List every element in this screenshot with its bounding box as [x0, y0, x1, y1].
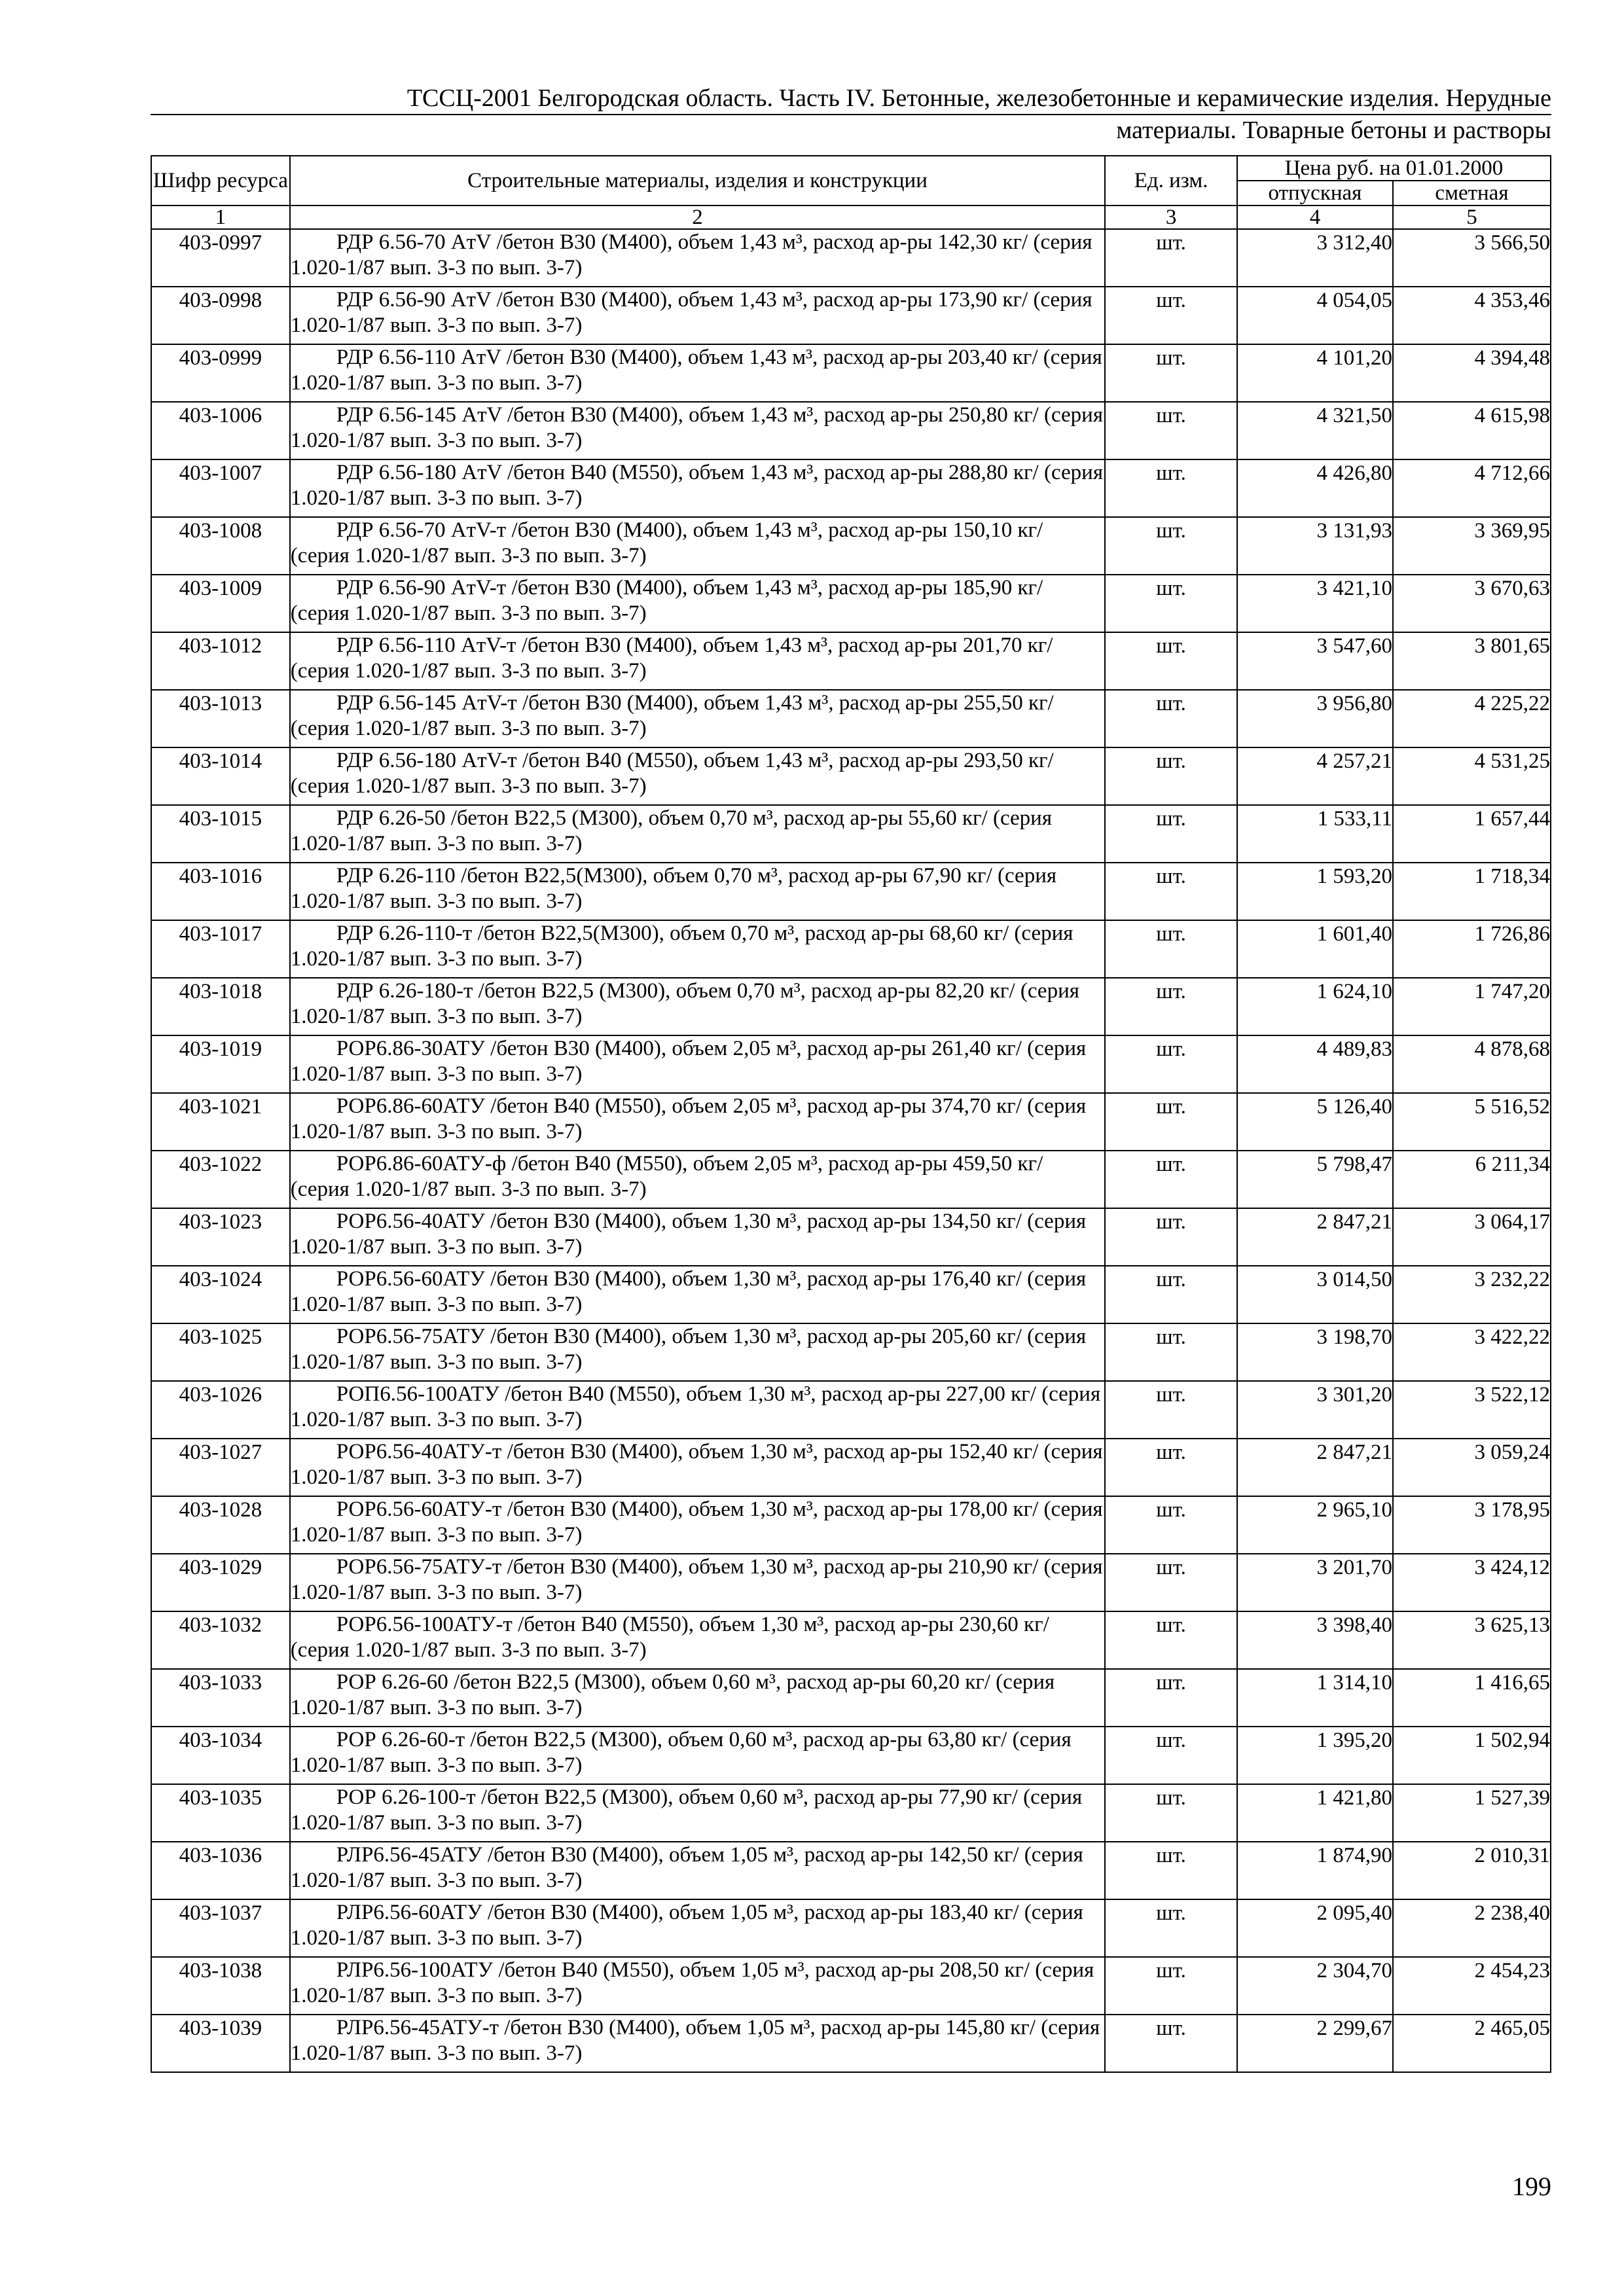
cell-unit: шт. [1105, 402, 1237, 459]
cell-unit: шт. [1105, 1151, 1237, 1208]
cell-unit: шт. [1105, 747, 1237, 805]
table-row [151, 1266, 1551, 1323]
cell-price-estimate: 4 225,22 [1393, 690, 1551, 747]
description-text: РОР6.56-60АТУ-т /бетон В30 (М400), объем 1,30 м³, расход ар-ры 178,00 кг/ (серия 1.020-1/87 вып. 3-3 по вып. 3-7) [290, 1498, 1103, 1547]
cell-description [290, 1035, 1105, 1093]
cell-description [290, 747, 1105, 805]
table-row [151, 517, 1551, 575]
cell-description [290, 1151, 1105, 1208]
cell-code: 403-1034 [151, 1727, 290, 1784]
table-row [151, 863, 1551, 920]
cell-unit: шт. [1105, 229, 1237, 287]
description-text: РОР 6.26-100-т /бетон В22,5 (М300), объем 0,60 м³, расход ар-ры 77,90 кг/ (серия 1.020-1/87 вып. 3-3 по вып. 3-7) [290, 1785, 1083, 1835]
table-row [151, 1323, 1551, 1381]
cell-code: 403-1026 [151, 1381, 290, 1439]
page-number: 199 [1512, 2172, 1551, 2201]
cell-description [290, 920, 1105, 978]
col-header-price-group: Цена руб. на 01.01.2000 [1237, 156, 1551, 181]
cell-price-estimate: 3 369,95 [1393, 517, 1551, 575]
cell-unit: шт. [1105, 287, 1237, 344]
cell-unit: шт. [1105, 1842, 1237, 1899]
table-body [151, 229, 1551, 2072]
column-number: 3 [1105, 206, 1237, 229]
description-text: РДР 6.56-180 AтV-т /бетон В40 (М550), объем 1,43 м³, расход ар-ры 293,50 кг/ (серия 1.020-1/87 вып. 3-3 по вып. 3-7) [290, 749, 1054, 798]
cell-unit: шт. [1105, 805, 1237, 863]
description-text: РДР 6.56-90 AтV /бетон В30 (М400), объем 1,43 м³, расход ар-ры 173,90 кг/ (серия 1.020-1/87 вып. 3-3 по вып. 3-7) [290, 288, 1092, 337]
cell-description [290, 1554, 1105, 1611]
cell-price-release: 2 299,67 [1237, 2015, 1393, 2072]
cell-price-release: 1 533,11 [1237, 805, 1393, 863]
cell-code: 403-1013 [151, 690, 290, 747]
cell-price-release: 4 054,05 [1237, 287, 1393, 344]
cell-price-release: 4 489,83 [1237, 1035, 1393, 1093]
description-text: РДР 6.26-110-т /бетон В22,5(М300), объем 0,70 м³, расход ар-ры 68,60 кг/ (серия 1.020-1/87 вып. 3-3 по вып. 3-7) [290, 922, 1074, 971]
description-text: РЛР6.56-60АТУ /бетон В30 (М400), объем 1,05 м³, расход ар-ры 183,40 кг/ (серия 1.020-1/87 вып. 3-3 по вып. 3-7) [290, 1901, 1083, 1950]
cell-unit: шт. [1105, 1669, 1237, 1727]
table-row [151, 1093, 1551, 1151]
table-row [151, 1151, 1551, 1208]
description-text: РОР 6.26-60-т /бетон В22,5 (М300), объем 0,60 м³, расход ар-ры 63,80 кг/ (серия 1.020-1/87 вып. 3-3 по вып. 3-7) [290, 1728, 1072, 1777]
cell-description [290, 1784, 1105, 1842]
cell-code: 403-1009 [151, 575, 290, 632]
cell-description [290, 978, 1105, 1035]
cell-code: 403-1023 [151, 1208, 290, 1266]
table-row [151, 920, 1551, 978]
cell-unit: шт. [1105, 1035, 1237, 1093]
cell-code: 403-1007 [151, 459, 290, 517]
cell-unit: шт. [1105, 1208, 1237, 1266]
cell-code: 403-1008 [151, 517, 290, 575]
cell-description [290, 632, 1105, 690]
cell-description [290, 517, 1105, 575]
cell-unit: шт. [1105, 863, 1237, 920]
cell-price-release: 4 321,50 [1237, 402, 1393, 459]
col-header-description: Строительные материалы, изделия и конструкции [290, 156, 1105, 206]
cell-code: 403-1016 [151, 863, 290, 920]
cell-price-release: 3 201,70 [1237, 1554, 1393, 1611]
cell-description [290, 1266, 1105, 1323]
table-row [151, 402, 1551, 459]
cell-description [290, 1496, 1105, 1554]
cell-code: 403-1029 [151, 1554, 290, 1611]
cell-price-release: 3 312,40 [1237, 229, 1393, 287]
table-row [151, 1381, 1551, 1439]
description-text: РОП6.56-100АТУ /бетон В40 (М550), объем 1,30 м³, расход ар-ры 227,00 кг/ (серия 1.020-1/87 вып. 3-3 по вып. 3-7) [290, 1382, 1101, 1431]
cell-description [290, 1842, 1105, 1899]
cell-unit: шт. [1105, 575, 1237, 632]
table-row [151, 287, 1551, 344]
cell-code: 403-1014 [151, 747, 290, 805]
cell-price-release: 3 956,80 [1237, 690, 1393, 747]
cell-price-release: 2 847,21 [1237, 1439, 1393, 1496]
table-row [151, 690, 1551, 747]
cell-description [290, 2015, 1105, 2072]
cell-price-estimate: 3 801,65 [1393, 632, 1551, 690]
description-text: РДР 6.26-110 /бетон В22,5(М300), объем 0,70 м³, расход ар-ры 67,90 кг/ (серия 1.020-1/87 вып. 3-3 по вып. 3-7) [290, 864, 1057, 913]
cell-price-estimate: 2 010,31 [1393, 1842, 1551, 1899]
table-row [151, 632, 1551, 690]
cell-price-estimate: 1 657,44 [1393, 805, 1551, 863]
cell-description [290, 1439, 1105, 1496]
cell-price-estimate: 4 615,98 [1393, 402, 1551, 459]
column-number: 5 [1393, 206, 1551, 229]
description-text: РДР 6.26-50 /бетон В22,5 (М300), объем 0,70 м³, расход ар-ры 55,60 кг/ (серия 1.020-1/87 вып. 3-3 по вып. 3-7) [290, 806, 1053, 855]
table-row [151, 747, 1551, 805]
cell-code: 403-1028 [151, 1496, 290, 1554]
header-title-line1: ТССЦ-2001 Белгородская область. Часть IV. Бетонные, железобетонные и керамические изделия. Нерудные [151, 83, 1551, 115]
header-title-line2: материалы. Товарные бетоны и растворы [1116, 117, 1551, 144]
description-text: РДР 6.56-70 AтV-т /бетон В30 (М400), объем 1,43 м³, расход ар-ры 150,10 кг/ (серия 1.020-1/87 вып. 3-3 по вып. 3-7) [290, 518, 1043, 567]
cell-description [290, 805, 1105, 863]
cell-code: 403-1037 [151, 1899, 290, 1957]
cell-unit: шт. [1105, 1266, 1237, 1323]
cell-price-estimate: 3 422,22 [1393, 1323, 1551, 1381]
description-text: РОР6.56-40АТУ-т /бетон В30 (М400), объем 1,30 м³, расход ар-ры 152,40 кг/ (серия 1.020-1/87 вып. 3-3 по вып. 3-7) [290, 1440, 1103, 1489]
description-text: РДР 6.56-90 AтV-т /бетон В30 (М400), объем 1,43 м³, расход ар-ры 185,90 кг/ (серия 1.020-1/87 вып. 3-3 по вып. 3-7) [290, 576, 1043, 625]
description-text: РДР 6.56-110 AтV /бетон В30 (М400), объем 1,43 м³, расход ар-ры 203,40 кг/ (серия 1.020-1/87 вып. 3-3 по вып. 3-7) [290, 346, 1102, 395]
cell-unit: шт. [1105, 632, 1237, 690]
col-header-unit: Ед. изм. [1105, 156, 1237, 206]
cell-description [290, 1381, 1105, 1439]
cell-price-release: 1 601,40 [1237, 920, 1393, 978]
column-number: 1 [151, 206, 290, 229]
cell-price-estimate: 1 718,34 [1393, 863, 1551, 920]
cell-description [290, 1208, 1105, 1266]
cell-description [290, 1669, 1105, 1727]
cell-code: 403-1017 [151, 920, 290, 978]
cell-unit: шт. [1105, 459, 1237, 517]
description-text: РДР 6.56-70 AтV /бетон В30 (М400), объем 1,43 м³, расход ар-ры 142,30 кг/ (серия 1.020-1/87 вып. 3-3 по вып. 3-7) [290, 230, 1092, 279]
cell-description [290, 690, 1105, 747]
cell-price-release: 5 126,40 [1237, 1093, 1393, 1151]
cell-description [290, 1093, 1105, 1151]
cell-code: 403-0997 [151, 229, 290, 287]
cell-description [290, 402, 1105, 459]
cell-price-release: 3 547,60 [1237, 632, 1393, 690]
cell-unit: шт. [1105, 978, 1237, 1035]
cell-code: 403-1015 [151, 805, 290, 863]
column-number-row [151, 206, 1551, 229]
cell-price-release: 3 198,70 [1237, 1323, 1393, 1381]
column-number: 2 [290, 206, 1105, 229]
description-text: РДР 6.56-110 AтV-т /бетон В30 (М400), объем 1,43 м³, расход ар-ры 201,70 кг/ (серия 1.020-1/87 вып. 3-3 по вып. 3-7) [290, 634, 1053, 683]
cell-price-estimate: 1 747,20 [1393, 978, 1551, 1035]
description-text: РОР6.56-60АТУ /бетон В30 (М400), объем 1,30 м³, расход ар-ры 176,40 кг/ (серия 1.020-1/87 вып. 3-3 по вып. 3-7) [290, 1267, 1087, 1316]
cell-code: 403-1012 [151, 632, 290, 690]
cell-code: 403-1039 [151, 2015, 290, 2072]
cell-code: 403-1024 [151, 1266, 290, 1323]
description-text: РОР6.86-60АТУ /бетон В40 (М550), объем 2,05 м³, расход ар-ры 374,70 кг/ (серия 1.020-1/87 вып. 3-3 по вып. 3-7) [290, 1094, 1087, 1143]
cell-code: 403-1025 [151, 1323, 290, 1381]
cell-unit: шт. [1105, 344, 1237, 402]
description-text: РОР6.56-40АТУ /бетон В30 (М400), объем 1,30 м³, расход ар-ры 134,50 кг/ (серия 1.020-1/87 вып. 3-3 по вып. 3-7) [290, 1210, 1087, 1259]
cell-code: 403-0999 [151, 344, 290, 402]
table-row [151, 575, 1551, 632]
description-text: РОР 6.26-60 /бетон В22,5 (М300), объем 0,60 м³, расход ар-ры 60,20 кг/ (серия 1.020-1/87 вып. 3-3 по вып. 3-7) [290, 1670, 1055, 1719]
cell-price-release: 3 421,10 [1237, 575, 1393, 632]
cell-price-estimate: 1 416,65 [1393, 1669, 1551, 1727]
cell-price-release: 1 874,90 [1237, 1842, 1393, 1899]
cell-price-estimate: 3 670,63 [1393, 575, 1551, 632]
cell-description [290, 1899, 1105, 1957]
cell-code: 403-1006 [151, 402, 290, 459]
cell-code: 403-1036 [151, 1842, 290, 1899]
col-header-code: Шифр ресурса [151, 156, 290, 206]
cell-unit: шт. [1105, 1554, 1237, 1611]
cell-description [290, 575, 1105, 632]
cell-unit: шт. [1105, 1093, 1237, 1151]
cell-price-release: 3 131,93 [1237, 517, 1393, 575]
table-row [151, 1439, 1551, 1496]
cell-unit: шт. [1105, 1439, 1237, 1496]
cell-price-estimate: 4 878,68 [1393, 1035, 1551, 1093]
table-row [151, 2015, 1551, 2072]
cell-unit: шт. [1105, 1496, 1237, 1554]
cell-code: 403-0998 [151, 287, 290, 344]
cell-code: 403-1021 [151, 1093, 290, 1151]
cell-price-release: 5 798,47 [1237, 1151, 1393, 1208]
table-row [151, 1554, 1551, 1611]
cell-price-estimate: 3 178,95 [1393, 1496, 1551, 1554]
table-row [151, 978, 1551, 1035]
cell-description [290, 229, 1105, 287]
table-row [151, 1496, 1551, 1554]
cell-unit: шт. [1105, 1727, 1237, 1784]
cell-price-estimate: 4 394,48 [1393, 344, 1551, 402]
description-text: РЛР6.56-45АТУ /бетон В30 (М400), объем 1,05 м³, расход ар-ры 142,50 кг/ (серия 1.020-1/87 вып. 3-3 по вып. 3-7) [290, 1843, 1083, 1892]
cell-price-release: 3 301,20 [1237, 1381, 1393, 1439]
cell-price-estimate: 2 454,23 [1393, 1957, 1551, 2015]
description-text: РДР 6.56-145 AтV /бетон В30 (М400), объем 1,43 м³, расход ар-ры 250,80 кг/ (серия 1.020-1/87 вып. 3-3 по вып. 3-7) [290, 403, 1103, 452]
cell-code: 403-1038 [151, 1957, 290, 2015]
description-text: РОР6.56-75АТУ-т /бетон В30 (М400), объем 1,30 м³, расход ар-ры 210,90 кг/ (серия 1.020-1/87 вып. 3-3 по вып. 3-7) [290, 1555, 1103, 1604]
description-text: РОР6.86-30АТУ /бетон В30 (М400), объем 2,05 м³, расход ар-ры 261,40 кг/ (серия 1.020-1/87 вып. 3-3 по вып. 3-7) [290, 1037, 1087, 1086]
cell-price-estimate: 3 064,17 [1393, 1208, 1551, 1266]
cell-price-release: 3 398,40 [1237, 1611, 1393, 1669]
cell-code: 403-1032 [151, 1611, 290, 1669]
cell-description [290, 1727, 1105, 1784]
cell-price-estimate: 3 059,24 [1393, 1439, 1551, 1496]
cell-price-release: 2 847,21 [1237, 1208, 1393, 1266]
cell-price-estimate: 3 424,12 [1393, 1554, 1551, 1611]
cell-price-release: 1 624,10 [1237, 978, 1393, 1035]
table-row [151, 1669, 1551, 1727]
table-row [151, 1842, 1551, 1899]
cell-price-estimate: 2 465,05 [1393, 2015, 1551, 2072]
cell-code: 403-1022 [151, 1151, 290, 1208]
cell-price-estimate: 2 238,40 [1393, 1899, 1551, 1957]
cell-price-release: 2 965,10 [1237, 1496, 1393, 1554]
table-row [151, 344, 1551, 402]
cell-price-release: 2 304,70 [1237, 1957, 1393, 2015]
cell-description [290, 1323, 1105, 1381]
cell-price-estimate: 3 566,50 [1393, 229, 1551, 287]
cell-price-estimate: 1 527,39 [1393, 1784, 1551, 1842]
cell-unit: шт. [1105, 1611, 1237, 1669]
cell-price-estimate: 1 726,86 [1393, 920, 1551, 978]
page-header [151, 83, 1551, 146]
cell-price-release: 1 395,20 [1237, 1727, 1393, 1784]
cell-unit: шт. [1105, 920, 1237, 978]
description-text: РОР6.56-100АТУ-т /бетон В40 (М550), объем 1,30 м³, расход ар-ры 230,60 кг/ (серия 1.020-1/87 вып. 3-3 по вып. 3-7) [290, 1613, 1049, 1662]
cell-unit: шт. [1105, 690, 1237, 747]
description-text: РОР6.86-60АТУ-ф /бетон В40 (М550), объем 2,05 м³, расход ар-ры 459,50 кг/ (серия 1.020-1/87 вып. 3-3 по вып. 3-7) [290, 1152, 1043, 1201]
cell-description [290, 1611, 1105, 1669]
description-text: РЛР6.56-45АТУ-т /бетон В30 (М400), объем 1,05 м³, расход ар-ры 145,80 кг/ (серия 1.020-1/87 вып. 3-3 по вып. 3-7) [290, 2016, 1100, 2065]
description-text: РДР 6.56-145 AтV-т /бетон В30 (М400), объем 1,43 м³, расход ар-ры 255,50 кг/ (серия 1.020-1/87 вып. 3-3 по вып. 3-7) [290, 691, 1054, 740]
cell-price-release: 3 014,50 [1237, 1266, 1393, 1323]
cell-unit: шт. [1105, 1899, 1237, 1957]
table-row [151, 1899, 1551, 1957]
cell-description [290, 1957, 1105, 2015]
table-row [151, 1727, 1551, 1784]
cell-code: 403-1033 [151, 1669, 290, 1727]
cell-code: 403-1027 [151, 1439, 290, 1496]
cell-price-estimate: 5 516,52 [1393, 1093, 1551, 1151]
cell-price-release: 4 101,20 [1237, 344, 1393, 402]
cell-price-estimate: 1 502,94 [1393, 1727, 1551, 1784]
table-row [151, 805, 1551, 863]
table-row [151, 1784, 1551, 1842]
description-text: РЛР6.56-100АТУ /бетон В40 (М550), объем 1,05 м³, расход ар-ры 208,50 кг/ (серия 1.020-1/87 вып. 3-3 по вып. 3-7) [290, 1958, 1094, 2007]
cell-price-release: 1 314,10 [1237, 1669, 1393, 1727]
cell-price-release: 4 257,21 [1237, 747, 1393, 805]
cell-price-estimate: 3 232,22 [1393, 1266, 1551, 1323]
cell-price-release: 1 593,20 [1237, 863, 1393, 920]
description-text: РДР 6.26-180-т /бетон В22,5 (М300), объем 0,70 м³, расход ар-ры 82,20 кг/ (серия 1.020-1/87 вып. 3-3 по вып. 3-7) [290, 979, 1079, 1028]
cell-price-estimate: 6 211,34 [1393, 1151, 1551, 1208]
cell-price-release: 4 426,80 [1237, 459, 1393, 517]
cell-price-estimate: 4 712,66 [1393, 459, 1551, 517]
cell-description [290, 863, 1105, 920]
table-row [151, 459, 1551, 517]
table-row [151, 1208, 1551, 1266]
cell-unit: шт. [1105, 2015, 1237, 2072]
cell-unit: шт. [1105, 1957, 1237, 2015]
cell-description [290, 459, 1105, 517]
cell-description [290, 287, 1105, 344]
cell-price-estimate: 3 625,13 [1393, 1611, 1551, 1669]
cell-price-release: 2 095,40 [1237, 1899, 1393, 1957]
cell-price-estimate: 3 522,12 [1393, 1381, 1551, 1439]
cell-code: 403-1035 [151, 1784, 290, 1842]
cell-description [290, 344, 1105, 402]
table-row [151, 229, 1551, 287]
col-header-price-release: отпускная [1237, 181, 1393, 206]
cell-unit: шт. [1105, 1381, 1237, 1439]
cell-code: 403-1019 [151, 1035, 290, 1093]
table-header [151, 156, 1551, 229]
cell-price-estimate: 4 353,46 [1393, 287, 1551, 344]
cell-price-release: 1 421,80 [1237, 1784, 1393, 1842]
cell-unit: шт. [1105, 1323, 1237, 1381]
description-text: РОР6.56-75АТУ /бетон В30 (М400), объем 1,30 м³, расход ар-ры 205,60 кг/ (серия 1.020-1/87 вып. 3-3 по вып. 3-7) [290, 1325, 1087, 1374]
table-row [151, 1957, 1551, 2015]
cell-price-estimate: 4 531,25 [1393, 747, 1551, 805]
column-number: 4 [1237, 206, 1393, 229]
description-text: РДР 6.56-180 AтV /бетон В40 (М550), объем 1,43 м³, расход ар-ры 288,80 кг/ (серия 1.020-1/87 вып. 3-3 по вып. 3-7) [290, 461, 1103, 510]
cell-code: 403-1018 [151, 978, 290, 1035]
cell-unit: шт. [1105, 517, 1237, 575]
table-row [151, 1035, 1551, 1093]
cell-unit: шт. [1105, 1784, 1237, 1842]
price-table [151, 155, 1551, 2073]
table-row [151, 1611, 1551, 1669]
col-header-price-estimate: сметная [1393, 181, 1551, 206]
